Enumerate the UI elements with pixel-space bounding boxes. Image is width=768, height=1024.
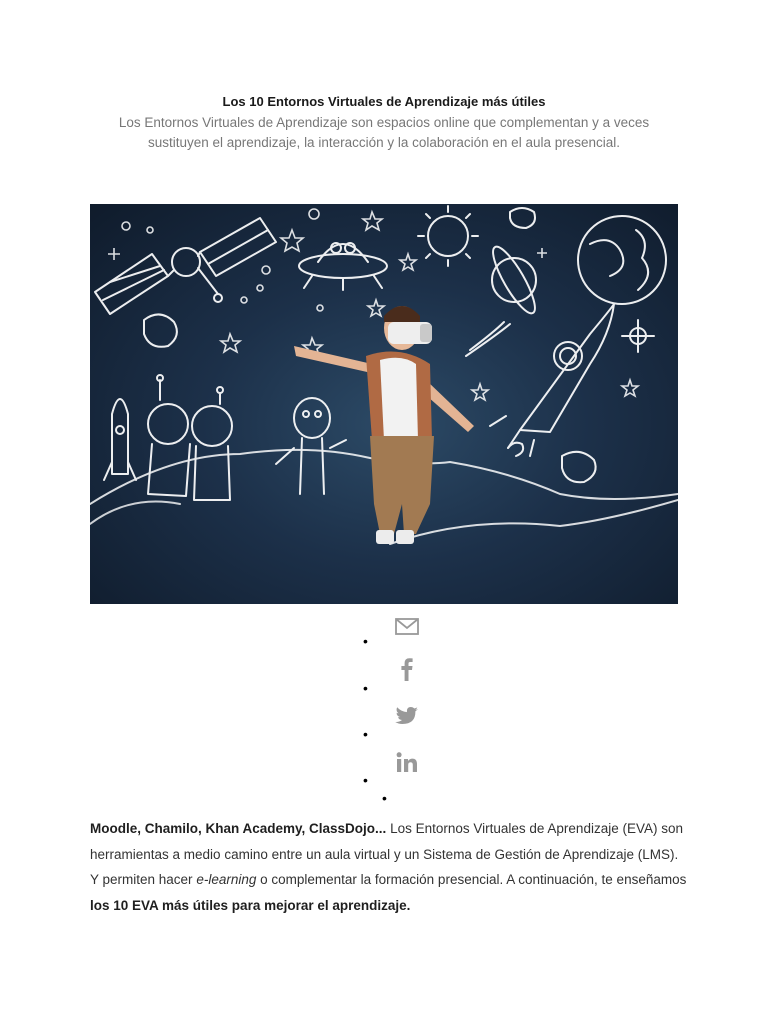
small-rocket-drawing — [104, 399, 136, 480]
list-bullet: • — [382, 790, 387, 806]
twitter-icon[interactable] — [393, 704, 421, 728]
share-list — [0, 604, 768, 804]
list-bullet: • — [363, 680, 368, 696]
intro-tail-bold: los 10 EVA más útiles para mejorar el aprendizaje. — [90, 897, 411, 913]
facebook-icon[interactable] — [393, 656, 421, 680]
child-vr-figure — [294, 306, 474, 544]
globe-planet-drawing — [578, 216, 666, 304]
intro-lead-bold: Moodle, Chamilo, Khan Academy, ClassDojo... — [90, 821, 387, 836]
intro-text-2: o complementar la formación presencial. A continuación, te enseñamos — [256, 872, 687, 887]
alien-drawing — [276, 398, 346, 494]
intro-italic: e-learning — [196, 872, 257, 887]
linkedin-icon[interactable] — [393, 750, 421, 774]
space-chalk-illustration — [90, 204, 678, 604]
ringed-planet-drawing — [486, 242, 541, 318]
page-subtitle: Los Entornos Virtuales de Aprendizaje son espacios online que complementan y a veces sustituyen el aprendizaje, la interacción y la colaboración en el aula presencial. — [118, 115, 650, 150]
list-bullet: • — [363, 726, 368, 742]
page-title: Los 10 Entornos Virtuales de Aprendizaje más útiles — [222, 94, 546, 109]
astronauts-drawing — [148, 375, 232, 500]
mail-icon[interactable] — [393, 614, 421, 638]
satellite-drawing — [95, 218, 276, 314]
list-bullet: • — [363, 633, 368, 649]
intro-text-1: Los Entornos Virtuales de Aprendizaje (EVA) son herramientas a medio camino entre un aula virtual y un Sistema de Gestión de Aprendizaje (LMS). Y permiten hacer — [90, 821, 683, 887]
hero-image — [90, 204, 678, 604]
sun-drawing — [418, 206, 478, 266]
ufo-drawing — [299, 243, 387, 290]
list-bullet: • — [363, 772, 368, 788]
rocket-drawing — [490, 304, 614, 456]
intro-paragraph — [90, 816, 690, 918]
